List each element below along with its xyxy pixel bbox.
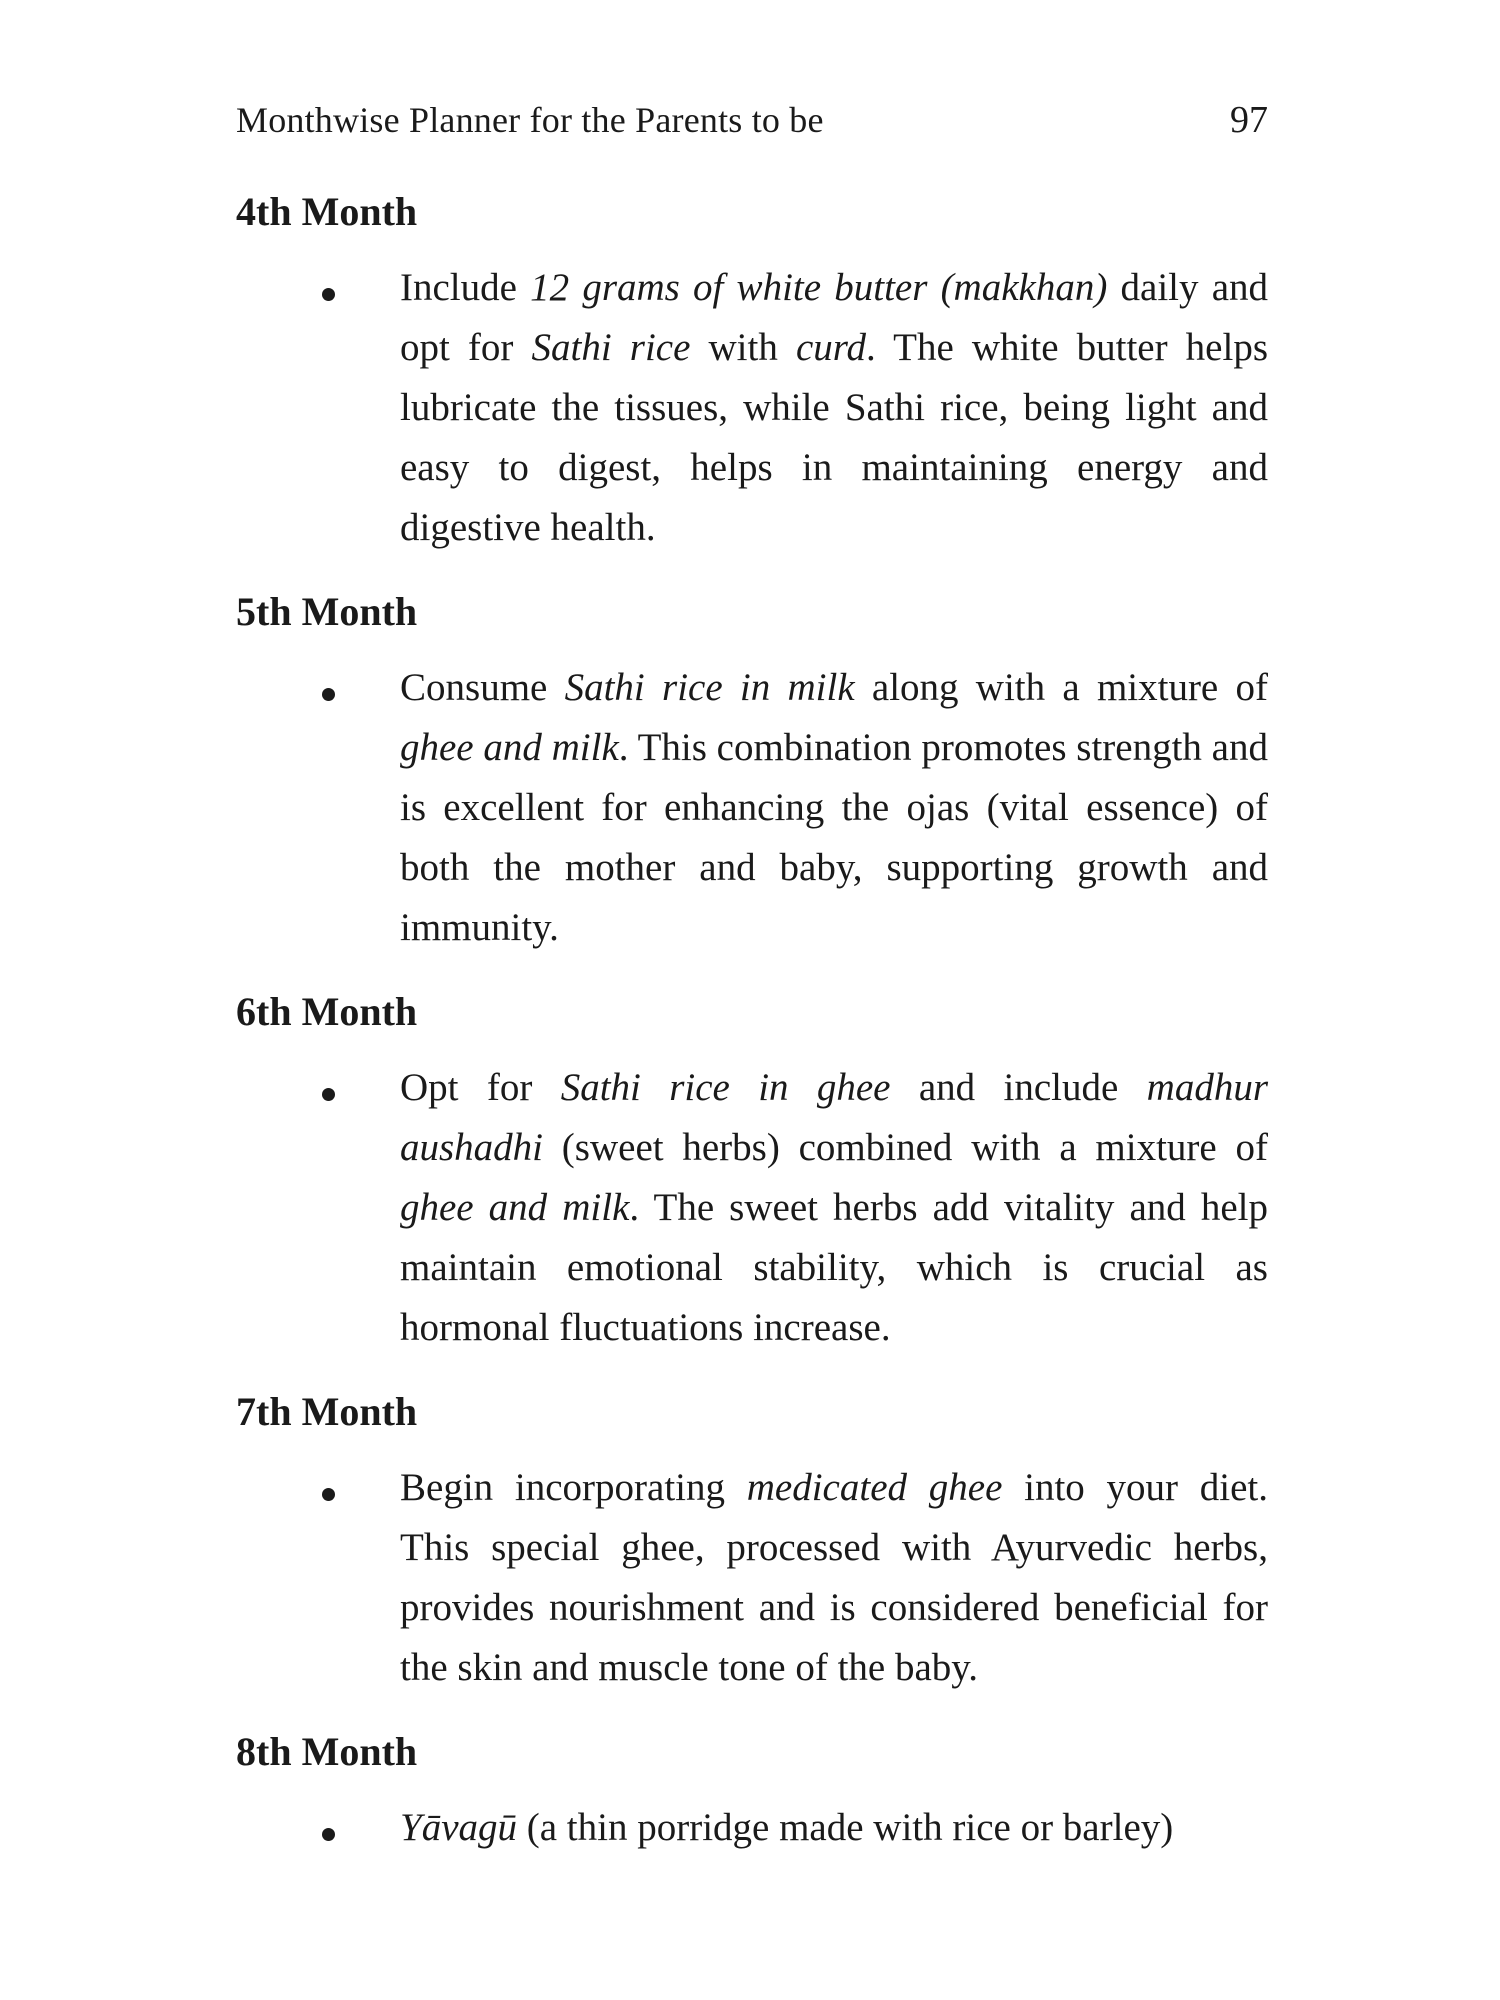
italic-term: Sathi rice xyxy=(531,326,691,369)
bullet-item xyxy=(236,1458,1268,1698)
italic-term: madhur aushadhi xyxy=(400,1066,1268,1169)
month-section xyxy=(236,986,1268,1358)
italic-term: ghee and milk xyxy=(400,726,619,769)
bullet-dot-icon xyxy=(322,1488,335,1501)
page-content xyxy=(236,186,1268,1886)
bullet-text xyxy=(400,258,1268,558)
bullet-text xyxy=(400,658,1268,958)
bullet-item xyxy=(236,1058,1268,1358)
text-run: Begin incorporating xyxy=(400,1466,747,1509)
month-section xyxy=(236,186,1268,558)
bullet-item xyxy=(236,1798,1268,1858)
text-run: . The white butter helps lubricate the tissues, while Sathi rice, being light and easy to digest, helps in maintaining energy and digestive health. xyxy=(400,326,1268,549)
bullet-item xyxy=(236,258,1268,558)
italic-term: Sathi rice in ghee xyxy=(560,1066,891,1109)
text-run: . This combination promotes strength and is excellent for enhancing the ojas (vital essence) of both the mother and baby, supporting growth and immunity. xyxy=(400,726,1268,949)
text-run: into your diet. This special ghee, processed with Ayurvedic herbs, provides nourishment and is considered beneficial for the skin and muscle tone of the baby. xyxy=(400,1466,1269,1689)
bullet-dot-icon xyxy=(322,1088,335,1101)
italic-term: Yāvagū xyxy=(400,1806,517,1849)
bullet-item xyxy=(236,658,1268,958)
italic-term: ghee and milk xyxy=(400,1186,630,1229)
bullet-dot-icon xyxy=(322,1828,335,1841)
text-run: Opt for xyxy=(400,1066,561,1109)
italic-term: Sathi rice in milk xyxy=(564,666,855,709)
month-heading: 5th Month xyxy=(236,589,418,634)
italic-term: medicated ghee xyxy=(746,1466,1003,1509)
bullet-text xyxy=(400,1458,1268,1698)
page-number: 97 xyxy=(1230,99,1268,141)
text-run: daily and opt for xyxy=(400,266,1269,369)
text-run: with xyxy=(690,326,796,369)
bullet-text xyxy=(400,1798,1268,1858)
text-run: along with a mixture of xyxy=(854,666,1268,709)
italic-term: curd xyxy=(795,326,866,369)
italic-term: 12 grams of white butter (makkhan) xyxy=(530,266,1108,309)
text-run: (sweet herbs) combined with a mixture of xyxy=(543,1126,1268,1169)
text-run: Consume xyxy=(400,666,565,709)
bullet-dot-icon xyxy=(322,288,335,301)
month-section xyxy=(236,1726,1268,1858)
month-section xyxy=(236,586,1268,958)
bullet-dot-icon xyxy=(322,688,335,701)
text-run: . The sweet herbs add vitality and help maintain emotional stability, which is crucial as hormonal fluctuations increase. xyxy=(400,1186,1269,1349)
text-run: (a thin porridge made with rice or barley) xyxy=(517,1806,1174,1849)
month-section xyxy=(236,1386,1268,1698)
running-header-title: Monthwise Planner for the Parents to be xyxy=(236,100,824,140)
running-header xyxy=(236,98,1268,148)
text-run: Include xyxy=(400,266,531,309)
month-heading: 7th Month xyxy=(236,1389,418,1434)
month-heading: 8th Month xyxy=(236,1729,418,1774)
month-heading: 4th Month xyxy=(236,189,418,234)
bullet-text xyxy=(400,1058,1268,1358)
month-heading: 6th Month xyxy=(236,989,418,1034)
text-run: and include xyxy=(890,1066,1147,1109)
